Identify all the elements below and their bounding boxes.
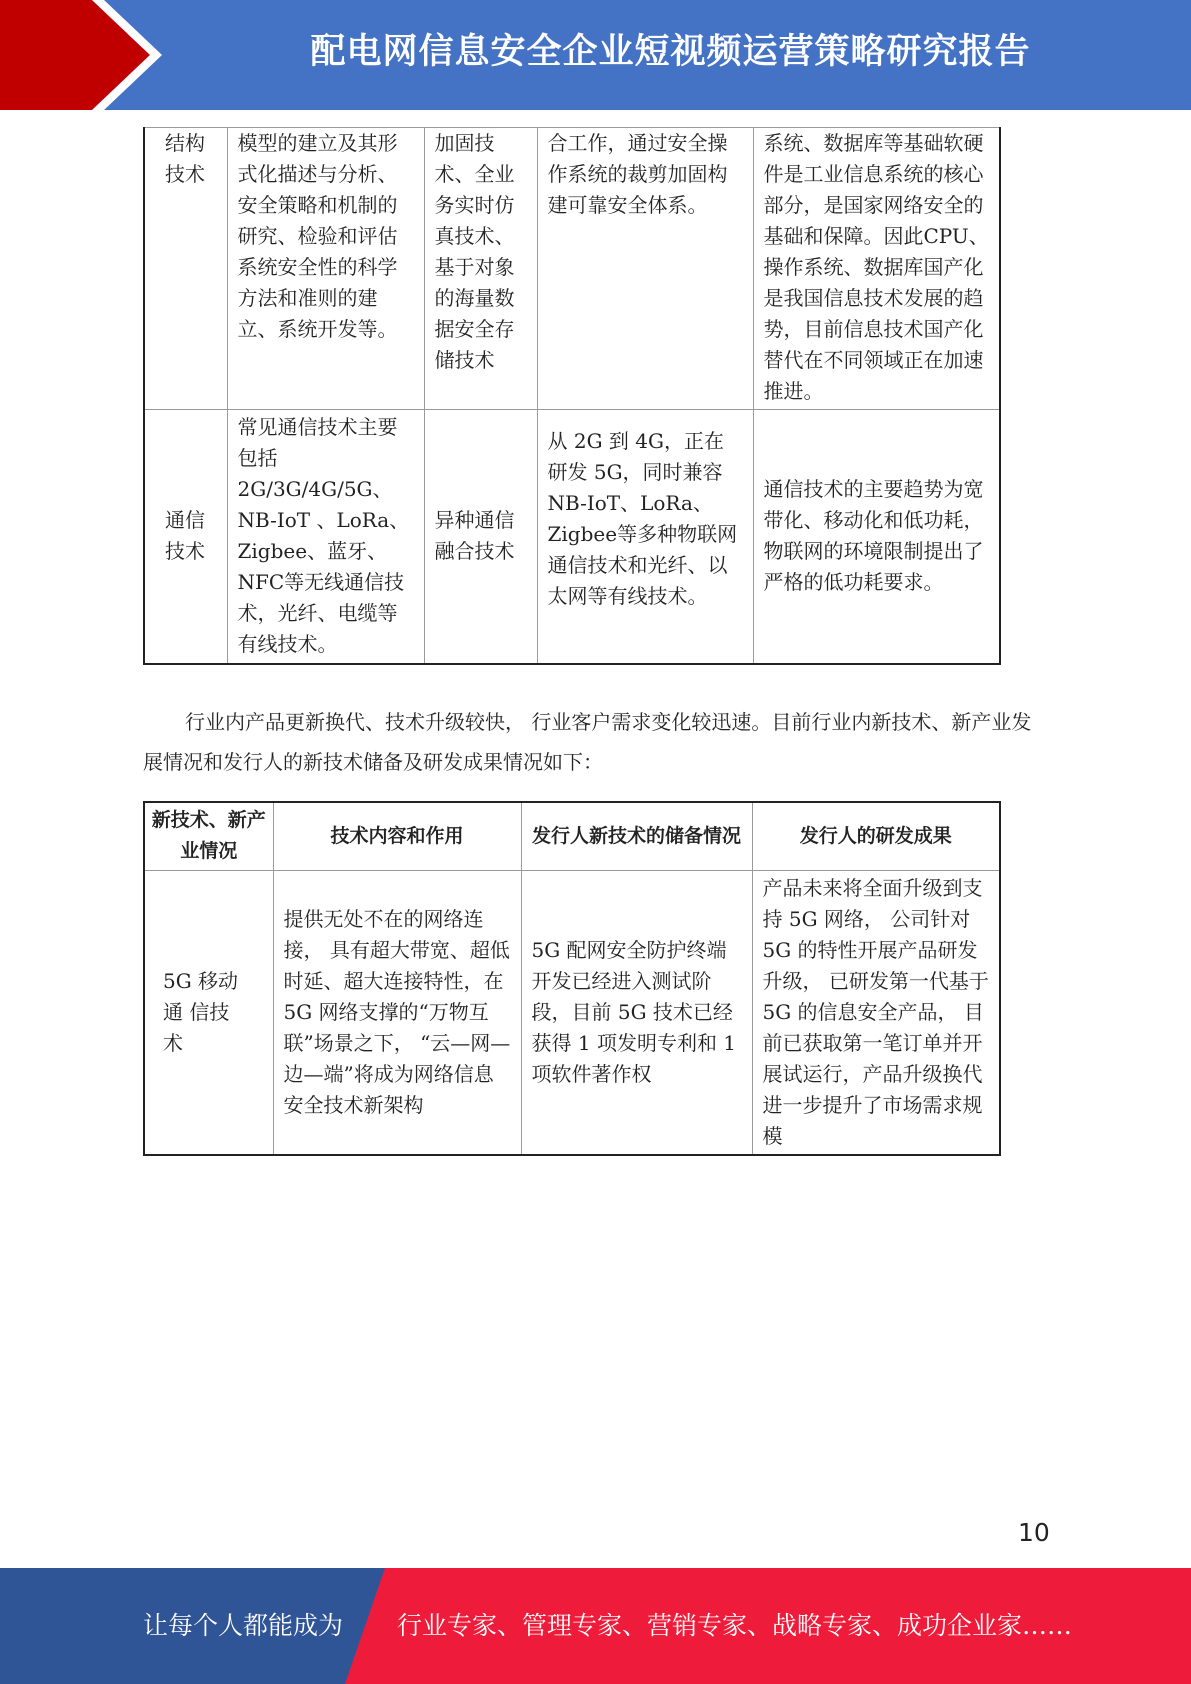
- tech-name-cell: 5G 移动 通 信技 术: [144, 870, 273, 1155]
- table-row: [144, 128, 1000, 410]
- tech-name-cell: 通信技术: [144, 410, 227, 664]
- column-header: 新技术、新产业情况: [144, 802, 273, 870]
- trend-cell: 系统、数据库等基础软硬件是工业信息系统的核心部分，是国家网络安全的基础和保障。因此CPU、操作系统、数据库国产化是我国信息技术发展的趋势，目前信息技术国产化替代在不同领域正在加速推进。: [753, 128, 1000, 410]
- tech-content-cell: 模型的建立及其形式化描述与分析、安全策略和机制的研究、检验和评估系统安全性的科学方法和准则的建立、系统开发等。: [227, 128, 424, 410]
- report-title: 配电网信息安全企业短视频运营策略研究报告: [310, 32, 1031, 72]
- column-header: 技术内容和作用: [273, 802, 521, 870]
- page-number: 10: [1018, 1518, 1050, 1547]
- table-row: [144, 410, 1000, 664]
- result-cell: 产品未来将全面升级到支持 5G 网络， 公司针对5G 的特性开展产品研发升级， 已研发第一代基于5G 的信息安全产品， 目前已获取第一笔订单并开展试运行，产品升级换代进一步提升了市场需求规模: [752, 870, 1000, 1155]
- tech-table-continued: [143, 127, 1001, 665]
- footer-slogan-left: 让每个人都能成为: [143, 1611, 344, 1640]
- footer-slogan-right: 行业专家、管理专家、营销专家、战略专家、成功企业家……: [397, 1611, 1073, 1640]
- tech-name-cell: 结构技术: [144, 128, 227, 410]
- progress-cell: 合工作，通过安全操作系统的裁剪加固构建可靠安全体系。: [537, 128, 753, 410]
- reserve-cell: 5G 配网安全防护终端开发已经进入测试阶段，目前 5G 技术已经获得 1 项发明专利和 1 项软件著作权: [521, 870, 752, 1155]
- new-tech-table: [143, 801, 1001, 1156]
- progress-cell: 从 2G 到 4G，正在研发 5G，同时兼容NB-IoT、LoRa、Zigbee等多种物联网通信技术和光纤、以太网等有线技术。: [537, 410, 753, 664]
- column-header: 发行人新技术的储备情况: [521, 802, 752, 870]
- tech-content-cell: 常见通信技术主要包括2G/3G/4G/5G、NB-IoT 、LoRa、Zigbee、蓝牙、 NFC等无线通信技术，光纤、电缆等有线技术。: [227, 410, 424, 664]
- key-tech-cell: 加固技术、全业务实时仿真技术、基于对象的海量数据安全存储技术: [424, 128, 537, 410]
- table-row: [144, 870, 1000, 1155]
- page-footer: [0, 1568, 1191, 1684]
- trend-cell: 通信技术的主要趋势为宽带化、移动化和低功耗，物联网的环境限制提出了严格的低功耗要求。: [753, 410, 1000, 664]
- table-header-row: [144, 802, 1000, 870]
- key-tech-cell: 异种通信融合技术: [424, 410, 537, 664]
- page-header: [0, 0, 1191, 110]
- tech-content-cell: 提供无处不在的网络连接， 具有超大带宽、超低时延、超大连接特性，在5G 网络支撑的“万物互联”场景之下， “云—网—边—端”将成为网络信息安全技术新架构: [273, 870, 521, 1155]
- column-header: 发行人的研发成果: [752, 802, 1000, 870]
- body-paragraph: 行业内产品更新换代、技术升级较快， 行业客户需求变化较迅速。目前行业内新技术、新产业发展情况和发行人的新技术储备及研发成果情况如下：: [143, 710, 1032, 774]
